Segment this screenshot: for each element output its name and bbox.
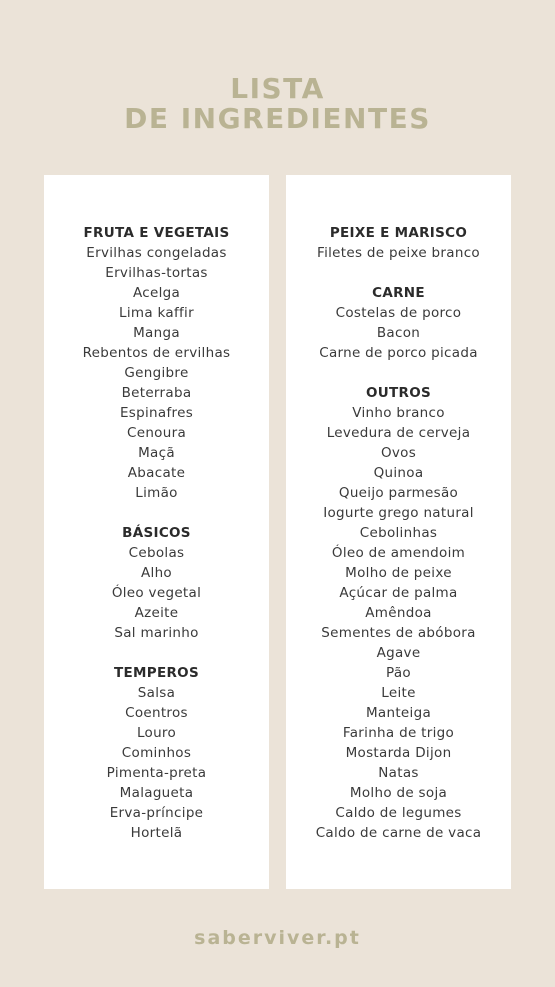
ingredient-item: Coentros	[125, 705, 188, 721]
ingredient-item: Leite	[381, 685, 416, 701]
page-title	[0, 74, 555, 134]
section-title: CARNE	[372, 285, 425, 301]
ingredient-item: Sementes de abóbora	[321, 625, 476, 641]
ingredient-item: Iogurte grego natural	[323, 505, 474, 521]
ingredient-item: Pimenta-preta	[106, 765, 207, 781]
ingredient-item: Quinoa	[373, 465, 424, 481]
ingredient-item: Carne de porco picada	[319, 345, 478, 361]
ingredient-item: Espinafres	[119, 405, 194, 421]
ingredient-item: Cenoura	[126, 425, 187, 441]
ingredient-item: Bacon	[376, 325, 421, 341]
ingredient-item: Manteiga	[365, 705, 432, 721]
ingredient-item: Caldo de legumes	[335, 805, 462, 821]
ingredient-item: Cominhos	[121, 745, 192, 761]
ingredient-item: Pão	[386, 665, 411, 681]
ingredient-item: Limão	[135, 485, 178, 501]
left-ingredients-card	[44, 175, 269, 889]
section-title: TEMPEROS	[114, 665, 199, 681]
site-footer: saberviver.pt	[194, 927, 361, 949]
ingredient-item: Vinho branco	[352, 405, 445, 421]
section-spacer	[286, 363, 511, 383]
ingredient-item: Cebolinhas	[359, 525, 438, 541]
ingredient-item: Açúcar de palma	[339, 585, 458, 601]
ingredient-item: Sal marinho	[114, 625, 199, 641]
section-spacer	[44, 643, 269, 663]
left-ingredients-list	[44, 223, 269, 843]
ingredient-item: Beterraba	[121, 385, 192, 401]
ingredient-item: Caldo de carne de vaca	[315, 825, 482, 841]
ingredient-item: Natas	[378, 765, 419, 781]
ingredient-item: Queijo parmesão	[338, 485, 459, 501]
right-ingredients-list	[286, 223, 511, 843]
section-spacer	[44, 503, 269, 523]
ingredient-item: Gengibre	[124, 365, 189, 381]
ingredient-item: Acelga	[132, 285, 181, 301]
ingredient-item: Lima kaffir	[119, 305, 194, 321]
ingredient-item: Malagueta	[119, 785, 194, 801]
section-title: OUTROS	[365, 385, 432, 401]
page-title-line-2: DE INGREDIENTES	[124, 102, 431, 135]
ingredient-item: Cebolas	[128, 545, 185, 561]
ingredient-item: Ervilhas congeladas	[86, 245, 227, 261]
ingredient-item: Erva-príncipe	[109, 805, 204, 821]
ingredient-item: Mostarda Dijon	[345, 745, 452, 761]
ingredient-item: Levedura de cerveja	[326, 425, 471, 441]
section-title: BÁSICOS	[122, 525, 191, 541]
ingredient-item: Ovos	[380, 445, 417, 461]
ingredient-item: Agave	[376, 645, 421, 661]
right-ingredients-card	[286, 175, 511, 889]
ingredient-item: Hortelã	[130, 825, 183, 841]
ingredient-item: Abacate	[127, 465, 186, 481]
ingredient-item: Maçã	[138, 445, 175, 461]
ingredient-item: Azeite	[134, 605, 179, 621]
ingredient-item: Filetes de peixe branco	[316, 245, 480, 261]
section-title: FRUTA E VEGETAIS	[83, 225, 230, 241]
ingredient-item: Alho	[140, 565, 172, 581]
ingredient-item: Salsa	[137, 685, 176, 701]
page-title-line-1: LISTA	[230, 72, 325, 105]
ingredient-item: Farinha de trigo	[342, 725, 455, 741]
ingredient-item: Costelas de porco	[335, 305, 462, 321]
section-spacer	[286, 263, 511, 283]
ingredient-item: Amêndoa	[365, 605, 432, 621]
section-title: PEIXE E MARISCO	[329, 225, 468, 241]
ingredient-item: Ervilhas-tortas	[105, 265, 208, 281]
ingredient-item: Louro	[136, 725, 177, 741]
ingredient-item: Molho de soja	[349, 785, 448, 801]
ingredient-item: Rebentos de ervilhas	[82, 345, 231, 361]
ingredient-item: Molho de peixe	[345, 565, 452, 581]
ingredient-item: Manga	[133, 325, 180, 341]
ingredient-item: Óleo vegetal	[111, 585, 202, 601]
ingredient-item: Óleo de amendoim	[331, 545, 466, 561]
